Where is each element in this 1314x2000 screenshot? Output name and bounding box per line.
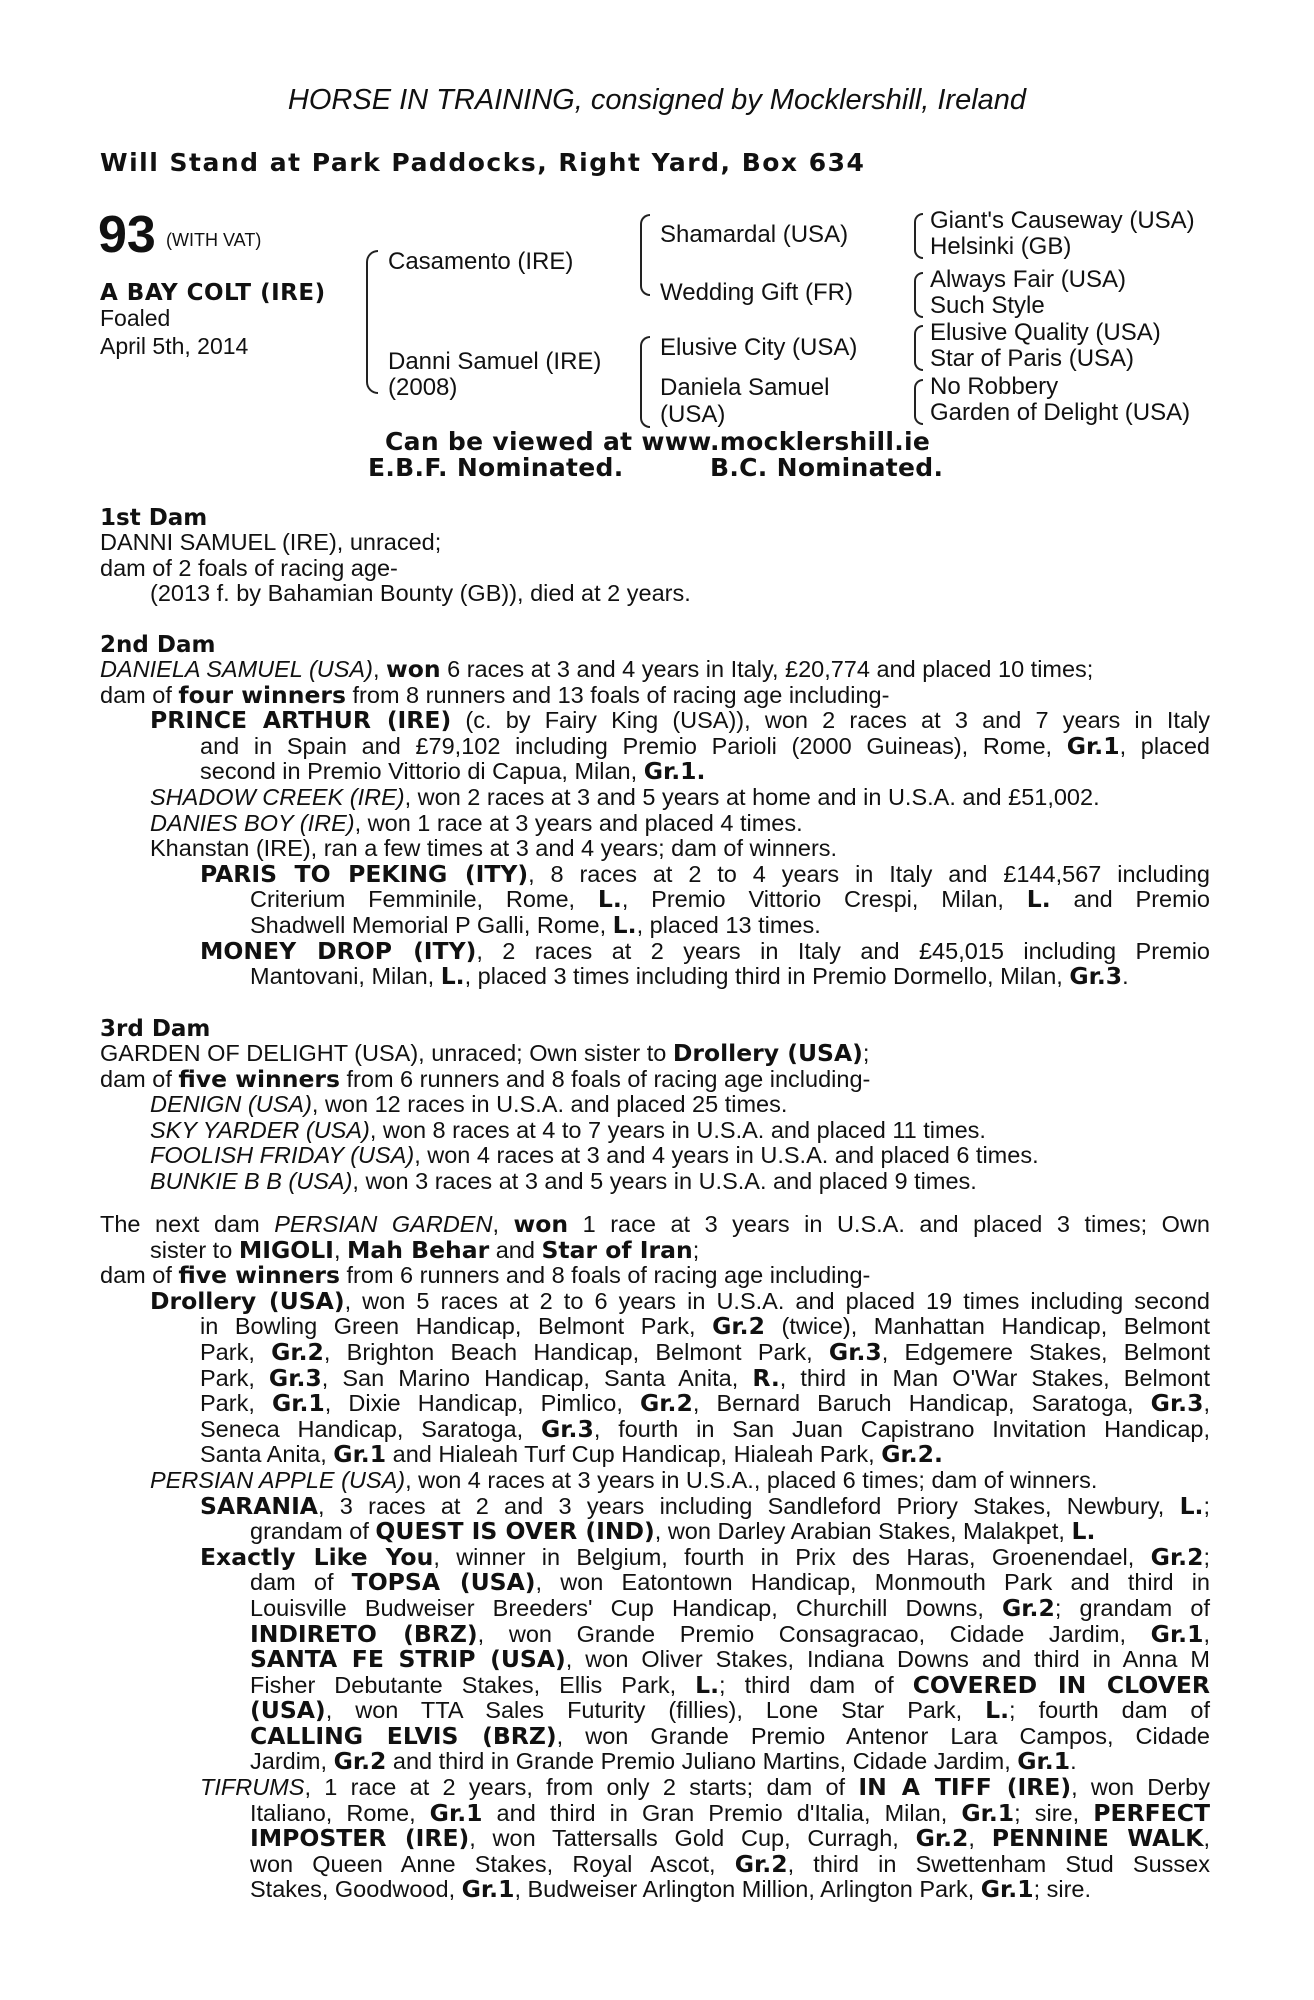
page-title: HORSE IN TRAINING, consigned by Mocklershill, Ireland (287, 84, 1027, 116)
second-dam-line: second in Premio Vittorio di Capua, Milan, Gr.1. (200, 757, 706, 786)
sire: Casamento (IRE) (388, 248, 574, 275)
next-dam-line: The next dam PERSIAN GARDEN, won 1 race at 3 years in U.S.A. and placed 3 times; Own (100, 1210, 1210, 1238)
lot-number: 93 (98, 206, 156, 264)
next-dam-section (100, 1212, 1210, 1903)
second-dam-line: and in Spain and £79,102 including Premio Parioli (2000 Guineas), Rome, Gr.1, placed (200, 731, 1211, 760)
dam-dam-country: (USA) (660, 401, 726, 428)
third-dam-line: SKY YARDER (USA), won 8 races at 4 to 7 years in U.S.A. and placed 11 times. (150, 1116, 986, 1143)
grandsire-4: No Robbery (930, 373, 1059, 400)
next-dam-line: Park, Gr.3, San Marino Handicap, Santa Anita, R., third in Man O'War Stakes, Belmont (200, 1363, 1210, 1392)
next-dam-line: dam of five winners from 6 runners and 8 foals of racing age including- (100, 1261, 871, 1290)
next-dam-line: IMPOSTER (IRE), won Tattersalls Gold Cup, Curragh, Gr.2, PENNINE WALK, (250, 1824, 1210, 1853)
third-dam-line: dam of five winners from 6 runners and 8 foals of racing age including- (100, 1064, 871, 1093)
foaled-label: Foaled (100, 305, 171, 331)
viewing-link[interactable]: Can be viewed at www.mocklershill.ie (385, 427, 931, 456)
second-dam-line: Criterium Femminile, Rome, L., Premio Vittorio Crespi, Milan, L. and Premio (250, 885, 1210, 914)
pedigree-bracket (640, 336, 650, 428)
next-dam-line: dam of TOPSA (USA), won Eatontown Handicap, Monmouth Park and third in (250, 1568, 1211, 1597)
third-dam-line: FOOLISH FRIDAY (USA), won 4 races at 3 and 4 years in U.S.A. and placed 6 times. (150, 1142, 1039, 1169)
next-dam-line: Exactly Like You, winner in Belgium, fourth in Prix des Haras, Groenendael, Gr.2; (200, 1542, 1210, 1571)
second-dam-line: DANIELA SAMUEL (USA), won 6 races at 3 and 4 years in Italy, £20,774 and placed 10 times; (100, 655, 1094, 683)
next-dam-line: Santa Anita, Gr.1 and Hialeah Turf Cup Handicap, Hialeah Park, Gr.2. (200, 1440, 943, 1469)
sire-sire: Shamardal (USA) (660, 221, 849, 248)
second-dam-line: PRINCE ARTHUR (IRE) (c. by Fairy King (USA)), won 2 races at 3 and 7 years in Italy (150, 706, 1211, 735)
dam: Danni Samuel (IRE) (388, 348, 602, 375)
vat-note: (WITH VAT) (166, 230, 262, 250)
next-dam-line: Jardim, Gr.2 and third in Grande Premio Juliano Martins, Cidade Jardim, Gr.1. (250, 1747, 1077, 1776)
second-dam-section (100, 657, 1210, 990)
granddam-4: Garden of Delight (USA) (930, 399, 1191, 426)
next-dam-line: TIFRUMS, 1 race at 2 years, from only 2 starts; dam of IN A TIFF (IRE), won Derby (200, 1773, 1210, 1802)
next-dam-line: Park, Gr.1, Dixie Handicap, Pimlico, Gr.2, Bernard Baruch Handicap, Saratoga, Gr.3, (200, 1389, 1210, 1418)
next-dam-line: PERSIAN APPLE (USA), won 4 races at 3 years in U.S.A., placed 6 times; dam of winners. (150, 1466, 1098, 1493)
next-dam-line: INDIRETO (BRZ), won Grande Premio Consagracao, Cidade Jardim, Gr.1, (250, 1619, 1210, 1648)
dam-sire: Elusive City (USA) (660, 334, 858, 361)
grandsire-1: Giant's Causeway (USA) (930, 207, 1195, 234)
pedigree-bracket (914, 272, 923, 318)
pedigree-bracket (366, 250, 378, 394)
pedigree-bracket (640, 214, 650, 296)
next-dam-line: in Bowling Green Handicap, Belmont Park, Gr.2 (twice), Manhattan Handicap, Belmont (200, 1312, 1210, 1341)
second-dam-heading: 2nd Dam (100, 632, 216, 658)
third-dam-heading: 3rd Dam (100, 1016, 211, 1042)
foaled-date: April 5th, 2014 (100, 333, 249, 359)
grandsire-3: Elusive Quality (USA) (930, 319, 1161, 346)
next-dam-line: (USA), won TTA Sales Futurity (fillies), Lone Star Park, L.; fourth dam of (250, 1696, 1210, 1725)
third-dam-section (100, 1041, 1210, 1195)
first-dam-heading: 1st Dam (100, 505, 208, 531)
third-dam-line: GARDEN OF DELIGHT (USA), unraced; Own sister to Drollery (USA); (100, 1039, 870, 1067)
pedigree-bracket (914, 213, 923, 259)
bc-note: B.C. Nominated. (710, 453, 944, 482)
dam-year: (2008) (388, 374, 458, 401)
next-dam-line: CALLING ELVIS (BRZ), won Grande Premio Antenor Lara Campos, Cidade (250, 1721, 1210, 1750)
second-dam-line: Shadwell Memorial P Galli, Rome, L., placed 13 times. (250, 910, 821, 939)
pedigree-bracket (914, 325, 923, 371)
next-dam-line: grandam of QUEST IS OVER (IND), won Darley Arabian Stakes, Malakpet, L. (250, 1517, 1096, 1546)
granddam-2: Such Style (930, 292, 1045, 319)
second-dam-line: Khanstan (IRE), ran a few times at 3 and 4 years; dam of winners. (150, 835, 838, 862)
second-dam-line: dam of four winners from 8 runners and 13 foals of racing age including- (100, 680, 890, 709)
second-dam-line: PARIS TO PEKING (ITY), 8 races at 2 to 4 years in Italy and £144,567 including (200, 859, 1210, 888)
pedigree-bracket (914, 379, 923, 425)
stand-location: Will Stand at Park Paddocks, Right Yard, Box 634 (100, 148, 866, 177)
ebf-note: E.B.F. Nominated. (368, 453, 624, 482)
third-dam-line: DENIGN (USA), won 12 races in U.S.A. and placed 25 times. (150, 1091, 788, 1118)
second-dam-line: SHADOW CREEK (IRE), won 2 races at 3 and 5 years at home and in U.S.A. and £51,002. (150, 783, 1100, 810)
grandsire-2: Always Fair (USA) (930, 266, 1127, 293)
next-dam-line: Louisville Budweiser Breeders' Cup Handicap, Churchill Downs, Gr.2; grandam of (250, 1593, 1210, 1622)
granddam-1: Helsinki (GB) (930, 233, 1072, 260)
second-dam-line: DANIES BOY (IRE), won 1 race at 3 years and placed 4 times. (150, 809, 803, 836)
sire-dam: Wedding Gift (FR) (660, 279, 853, 306)
next-dam-line: SANTA FE STRIP (USA), won Oliver Stakes, Indiana Downs and third in Anna M (250, 1645, 1211, 1674)
second-dam-line: MONEY DROP (ITY), 2 races at 2 years in Italy and £45,015 including Premio (200, 936, 1210, 965)
lot-description: A BAY COLT (IRE) (100, 280, 326, 306)
next-dam-line: Stakes, Goodwood, Gr.1, Budweiser Arlington Million, Arlington Park, Gr.1; sire. (250, 1875, 1092, 1904)
next-dam-line: Park, Gr.2, Brighton Beach Handicap, Belmont Park, Gr.3, Edgemere Stakes, Belmont (200, 1337, 1210, 1366)
first-dam-section (100, 530, 1210, 607)
second-dam-line: Mantovani, Milan, L., placed 3 times including third in Premio Dormello, Milan, Gr.3. (250, 962, 1129, 991)
next-dam-line: won Queen Anne Stakes, Royal Ascot, Gr.2, third in Swettenham Stud Sussex (250, 1849, 1210, 1878)
granddam-3: Star of Paris (USA) (930, 345, 1135, 372)
first-dam-line: dam of 2 foals of racing age- (100, 554, 398, 581)
next-dam-line: Drollery (USA), won 5 races at 2 to 6 years in U.S.A. and placed 19 times including second (150, 1286, 1210, 1315)
next-dam-line: sister to MIGOLI, Mah Behar and Star of Iran; (150, 1235, 700, 1264)
next-dam-line: SARANIA, 3 races at 2 and 3 years including Sandleford Priory Stakes, Newbury, L.; (200, 1491, 1210, 1520)
first-dam-line: (2013 f. by Bahamian Bounty (GB)), died at 2 years. (150, 580, 691, 607)
dam-dam: Daniela Samuel (660, 374, 830, 401)
next-dam-line: Italiano, Rome, Gr.1 and third in Gran Premio d'Italia, Milan, Gr.1; sire, PERFECT (250, 1798, 1210, 1827)
third-dam-line: BUNKIE B B (USA), won 3 races at 3 and 5 years in U.S.A. and placed 9 times. (150, 1167, 977, 1194)
next-dam-line: Fisher Debutante Stakes, Ellis Park, L.; third dam of COVERED IN CLOVER (250, 1670, 1210, 1699)
next-dam-line: Seneca Handicap, Saratoga, Gr.3, fourth in San Juan Capistrano Invitation Handicap, (200, 1414, 1210, 1443)
first-dam-line: DANNI SAMUEL (IRE), unraced; (100, 529, 442, 555)
